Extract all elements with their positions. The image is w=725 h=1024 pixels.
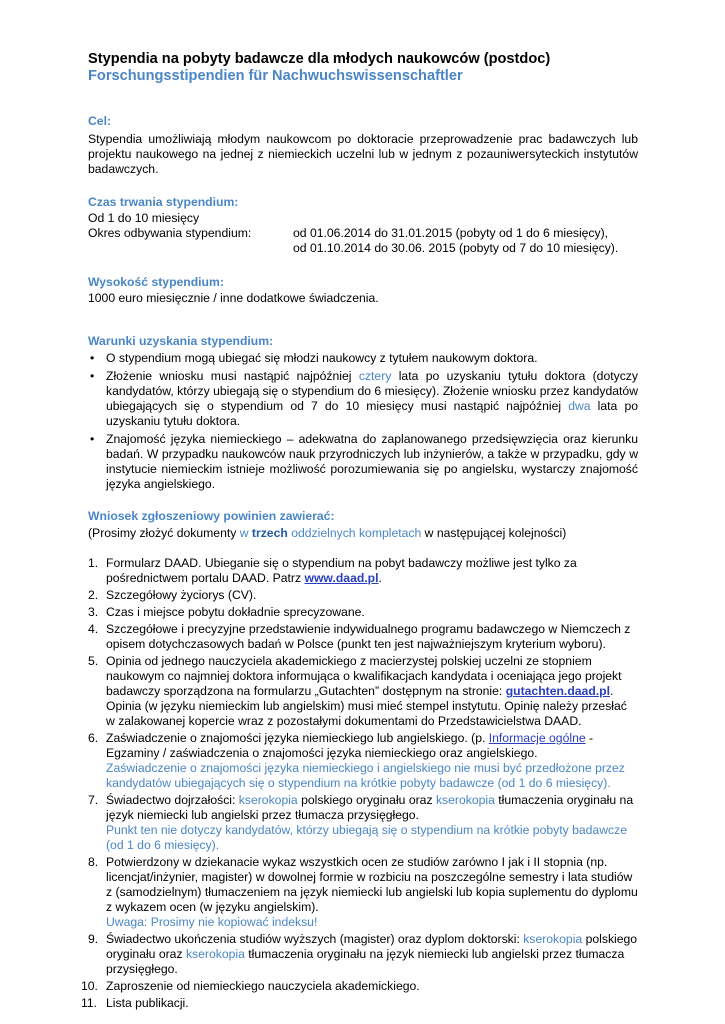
bullet-text: lata po uzyskaniu tytułu doktora (dotyczy kandydatów, którzy ubiegają się o stypendium do 6 miesięcy). Złożenie wniosku przez kandydatów ubiegających się o stypendium od 7 do 10 miesięcy musi nastąpić najpóźniej <box>106 369 638 413</box>
title-german: Forschungsstipendien für Nachwuchswissenschaftler <box>88 68 463 84</box>
cel-text: Stypendia umożliwiają młodym naukowcom po doktoracie przeprowadzenie prac badawczych lub projektu naukowego na jednej z niemieckich uczelni lub w jednym z pozauniwersyteckich instytutów badawczych. <box>88 132 638 176</box>
list-item <box>88 432 638 492</box>
list-item <box>88 855 638 930</box>
item-number: 9. <box>88 932 99 946</box>
section-warunki <box>88 334 638 492</box>
item-text: Zaproszenie od niemieckiego nauczyciela akademickiego. <box>106 979 420 993</box>
list-item <box>88 605 638 620</box>
section-cel <box>88 114 638 177</box>
item-number: 10. <box>81 979 98 993</box>
item-text: Czas i miejsce pobytu dokładnie sprecyzowane. <box>106 605 365 619</box>
wysokosc-text: 1000 euro miesięcznie / inne dodatkowe świadczenia. <box>88 291 379 305</box>
item-text: Zaświadczenie o znajomości języka niemieckiego lub angielskiego. (p. <box>106 731 489 745</box>
period-2: od 01.10.2014 do 30.06. 2015 (pobyty od 7 do 10 miesięcy). <box>293 241 619 255</box>
emphasis-kserokopia: kserokopia <box>523 932 583 946</box>
bullet-text: Znajomość języka niemieckiego – adekwatna do zaplanowanego przedsięwzięcia oraz kierunku badań. W przypadku naukowców nauk przyrodniczych lub inżynierów, a także w przypadku, gdy w instytucie niemieckim istnieje możliwość porozumiewania się po angielsku, wystarczy znajomość języka angielskiego. <box>106 432 638 491</box>
item-number: 3. <box>88 605 99 619</box>
emphasis-kserokopia: kserokopia <box>435 793 495 807</box>
item-text: - Egzaminy / zaświadczenia o znajomości języka niemieckiego oraz angielskiego. <box>106 731 594 760</box>
period-label: Okres odbywania stypendium: <box>88 226 252 240</box>
bullet-icon: • <box>90 351 95 365</box>
bullet-icon: • <box>90 369 95 383</box>
emphasis-dwa: dwa <box>568 399 591 413</box>
item-text: Lista publikacji. <box>106 996 189 1010</box>
item-text: tłumaczenia oryginału na język niemiecki lub angielski przez tłumacza przysięgłego. <box>106 947 625 976</box>
intro-text: w następującej kolejności) <box>421 526 567 540</box>
item-text: polskiego oryginału oraz <box>106 932 638 961</box>
section-wniosek <box>81 509 638 1011</box>
item-text: Świadectwo ukończenia studiów wyższych (magister) oraz dyplom doktorski: <box>106 932 524 946</box>
item-number: 4. <box>88 622 99 636</box>
item-text: . Opinia (w języku niemieckim lub angielskim) musi mieć stempel instytutu. Opinię należy przesłać w zalakowanej kopercie wraz z pozostałymi dokumentami do Przedstawicielstwa DAAD. <box>106 684 627 728</box>
item-number: 7. <box>88 793 99 807</box>
item-text: Opinia od jednego nauczyciela akademickiego z macierzystej polskiej uczelni ze stopniem naukowym co najmniej doktora informująca o kwalifikacjach kandydata i oceniająca jego projekt badawczy sporządzona na formularzu „Gutachten” dostępnym na stronie: <box>106 654 622 698</box>
item-note: Zaświadczenie o znajomości języka niemieckiego i angielskiego nie musi być przedłożone przez kandydatów ubiegających się o stypendium na krótkie pobyty badawcze (od 1 do 6 miesięcy). <box>106 761 625 790</box>
title-polish: Stypendia na pobyty badawcze dla młodych naukowców (postdoc) <box>88 51 551 67</box>
list-item <box>81 996 638 1011</box>
heading-czas: Czas trwania stypendium: <box>88 195 239 209</box>
list-item <box>88 793 638 853</box>
heading-wysokosc: Wysokość stypendium: <box>88 275 224 289</box>
bullet-text: O stypendium mogą ubiegać się młodzi naukowcy z tytułem naukowym doktora. <box>106 351 538 365</box>
intro-komplety: oddzielnych kompletach <box>287 526 422 540</box>
item-text: Szczegółowe i precyzyjne przedstawienie indywidualnego programu badawczego w Niemczech z opisem dotychczasowych badań w Polsce (punkt ten jest najważniejszym kryterium wyboru). <box>106 622 631 651</box>
intro-w: w <box>239 526 252 540</box>
period-values <box>293 226 618 256</box>
item-number: 8. <box>88 855 99 869</box>
bullet-text: Złożenie wniosku musi nastąpić najpóźniej <box>106 369 359 383</box>
emphasis-kserokopia: kserokopia <box>238 793 298 807</box>
period-row <box>88 226 638 256</box>
item-number: 11. <box>81 996 98 1010</box>
list-item <box>88 588 638 603</box>
heading-cel: Cel: <box>88 114 112 128</box>
item-text: Formularz DAAD. Ubieganie się o stypendium na pobyt badawczy możliwe jest tylko za pośrednictwem portalu DAAD. Patrz <box>106 556 577 585</box>
period-1: od 01.06.2014 do 31.01.2015 (pobyty od 1 do 6 miesięcy), <box>293 226 609 240</box>
list-item <box>88 654 638 729</box>
item-text: Świadectwo dojrzałości: <box>106 793 239 807</box>
list-item <box>81 979 638 994</box>
list-item <box>88 369 638 429</box>
item-text: Potwierdzony w dziekanacie wykaz wszystkich ocen ze studiów zarówno I jak i II stopnia (np. licencjat/inżynier, magister) w dowolnej formie w rozbiciu na poszczególne semestry i lata studiów z (samodzielnym) tłumaczeniem na język niemiecki lub angielski lub kopia suplementu do dyplomu z wykazem ocen (w języku angielskim). <box>106 855 638 914</box>
duration-text: Od 1 do 10 miesięcy <box>88 211 200 225</box>
section-czas <box>88 195 638 256</box>
section-wysokosc <box>88 275 638 306</box>
intro-trzech: trzech <box>251 526 288 540</box>
item-text: Szczegółowy życiorys (CV). <box>106 588 257 602</box>
informacje-ogolne-link[interactable]: Informacje ogólne <box>488 731 586 745</box>
intro-text: (Prosimy złożyć dokumenty <box>88 526 240 540</box>
item-text: . <box>378 571 382 585</box>
item-number: 5. <box>88 654 99 668</box>
list-item <box>88 622 638 652</box>
list-item <box>88 932 638 977</box>
daad-link[interactable]: www.daad.pl <box>304 571 379 585</box>
heading-warunki: Warunki uzyskania stypendium: <box>88 334 274 348</box>
item-number: 1. <box>88 556 99 570</box>
item-text: tłumaczenia oryginału na język niemiecki lub angielski przez tłumacza przysięgłego. <box>106 793 634 822</box>
emphasis-kserokopia: kserokopia <box>185 947 245 961</box>
bullet-text: lata po uzyskaniu tytułu doktora. <box>106 399 639 428</box>
emphasis-cztery: cztery <box>358 369 392 383</box>
wniosek-list <box>81 556 638 1011</box>
item-number: 6. <box>88 731 99 745</box>
warunki-list <box>88 351 638 492</box>
list-item <box>88 556 638 586</box>
gutachten-link[interactable]: gutachten.daad.pl <box>505 684 610 698</box>
wniosek-intro <box>88 526 638 541</box>
item-number: 2. <box>88 588 99 602</box>
list-item <box>88 351 638 366</box>
item-text: polskiego oryginału oraz <box>297 793 436 807</box>
bullet-icon: • <box>90 432 95 446</box>
item-note: Uwaga: Prosimy nie kopiować indeksu! <box>106 915 318 929</box>
item-note: Punkt ten nie dotyczy kandydatów, którzy ubiegają się o stypendium na krótkie pobyty badawcze (od 1 do 6 miesięcy). <box>106 823 627 852</box>
list-item <box>88 731 638 791</box>
heading-wniosek: Wniosek zgłoszeniowy powinien zawierać: <box>88 509 335 523</box>
